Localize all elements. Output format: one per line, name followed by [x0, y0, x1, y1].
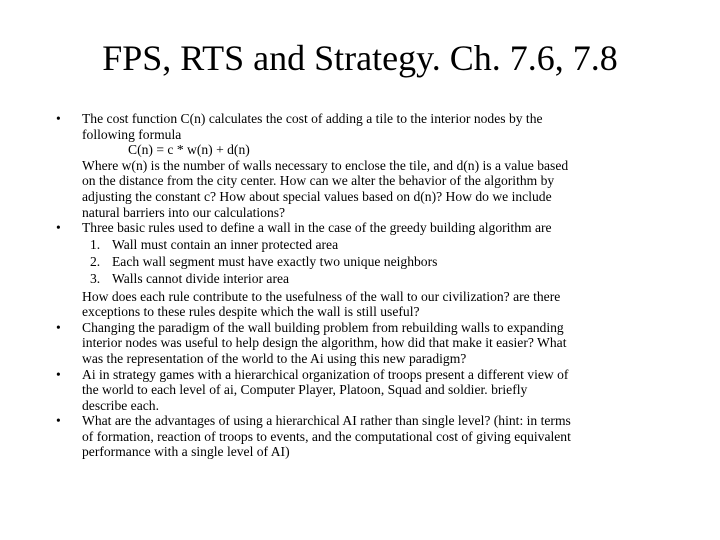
- bullet-item-paradigm: [56, 320, 666, 367]
- rule-number: 3.: [90, 271, 101, 287]
- bullet-line: performance with a single level of AI): [82, 444, 290, 460]
- bullet-line: of formation, reaction of troops to events, and the computational cost of giving equivalent: [82, 428, 571, 444]
- bullet-line: Three basic rules used to define a wall in the case of the greedy building algorithm are: [82, 220, 552, 236]
- bullet-line: following formula: [82, 126, 182, 142]
- bullet-line: the world to each level of ai, Computer Player, Platoon, Squad and soldier. briefly: [82, 382, 528, 398]
- bullet-line: What are the advantages of using a hierarchical AI rather than single level? (hint: in terms: [82, 413, 571, 429]
- bullet-line: natural barriers into our calculations?: [82, 204, 286, 220]
- bullet-marker: •: [56, 319, 61, 335]
- rule-item: [82, 271, 666, 287]
- bullet-line: interior nodes was useful to help design the algorithm, how did that make it easier? What: [82, 335, 567, 351]
- rule-item: [82, 254, 666, 270]
- bullet-marker: •: [56, 111, 61, 126]
- slide-content: [56, 111, 666, 460]
- bullet-item-advantages: [56, 413, 666, 460]
- rule-number: 2.: [90, 254, 101, 270]
- bullet-line: adjusting the constant c? How about special values based on d(n)? How do we include: [82, 188, 552, 204]
- rule-number: 1.: [90, 237, 101, 253]
- bullet-marker: •: [56, 413, 61, 429]
- bullet-item-wall-rules: [56, 220, 666, 320]
- rule-item: [82, 237, 666, 253]
- rule-text: Walls cannot divide interior area: [112, 271, 290, 287]
- bullet-line: Where w(n) is the number of walls necessary to enclose the tile, and d(n) is a value based: [82, 157, 569, 173]
- bullet-line: was the representation of the world to the Ai using this new paradigm?: [82, 350, 467, 366]
- rule-text: Wall must contain an inner protected area: [112, 237, 339, 253]
- bullet-item-cost-function: [56, 111, 666, 220]
- slide-title: FPS, RTS and Strategy. Ch. 7.6, 7.8: [102, 38, 618, 78]
- bullet-line: Ai in strategy games with a hierarchical organization of troops present a different view of: [82, 366, 569, 382]
- rule-text: Each wall segment must have exactly two unique neighbors: [112, 254, 438, 270]
- bullet-line: describe each.: [82, 397, 159, 413]
- bullet-item-hierarchy: [56, 367, 666, 414]
- bullet-marker: •: [56, 220, 61, 236]
- bullet-line: exceptions to these rules despite which the wall is still useful?: [82, 304, 420, 320]
- cost-formula: C(n) = c * w(n) + d(n): [128, 142, 250, 158]
- bullet-line: How does each rule contribute to the usefulness of the wall to our civilization? are there: [82, 288, 561, 304]
- bullet-line: Changing the paradigm of the wall building problem from rebuilding walls to expanding: [82, 319, 564, 335]
- bullet-marker: •: [56, 366, 61, 382]
- bullet-line: on the distance from the city center. How can we alter the behavior of the algorithm by: [82, 173, 555, 189]
- bullet-line: The cost function C(n) calculates the cost of adding a tile to the interior nodes by the: [82, 111, 543, 126]
